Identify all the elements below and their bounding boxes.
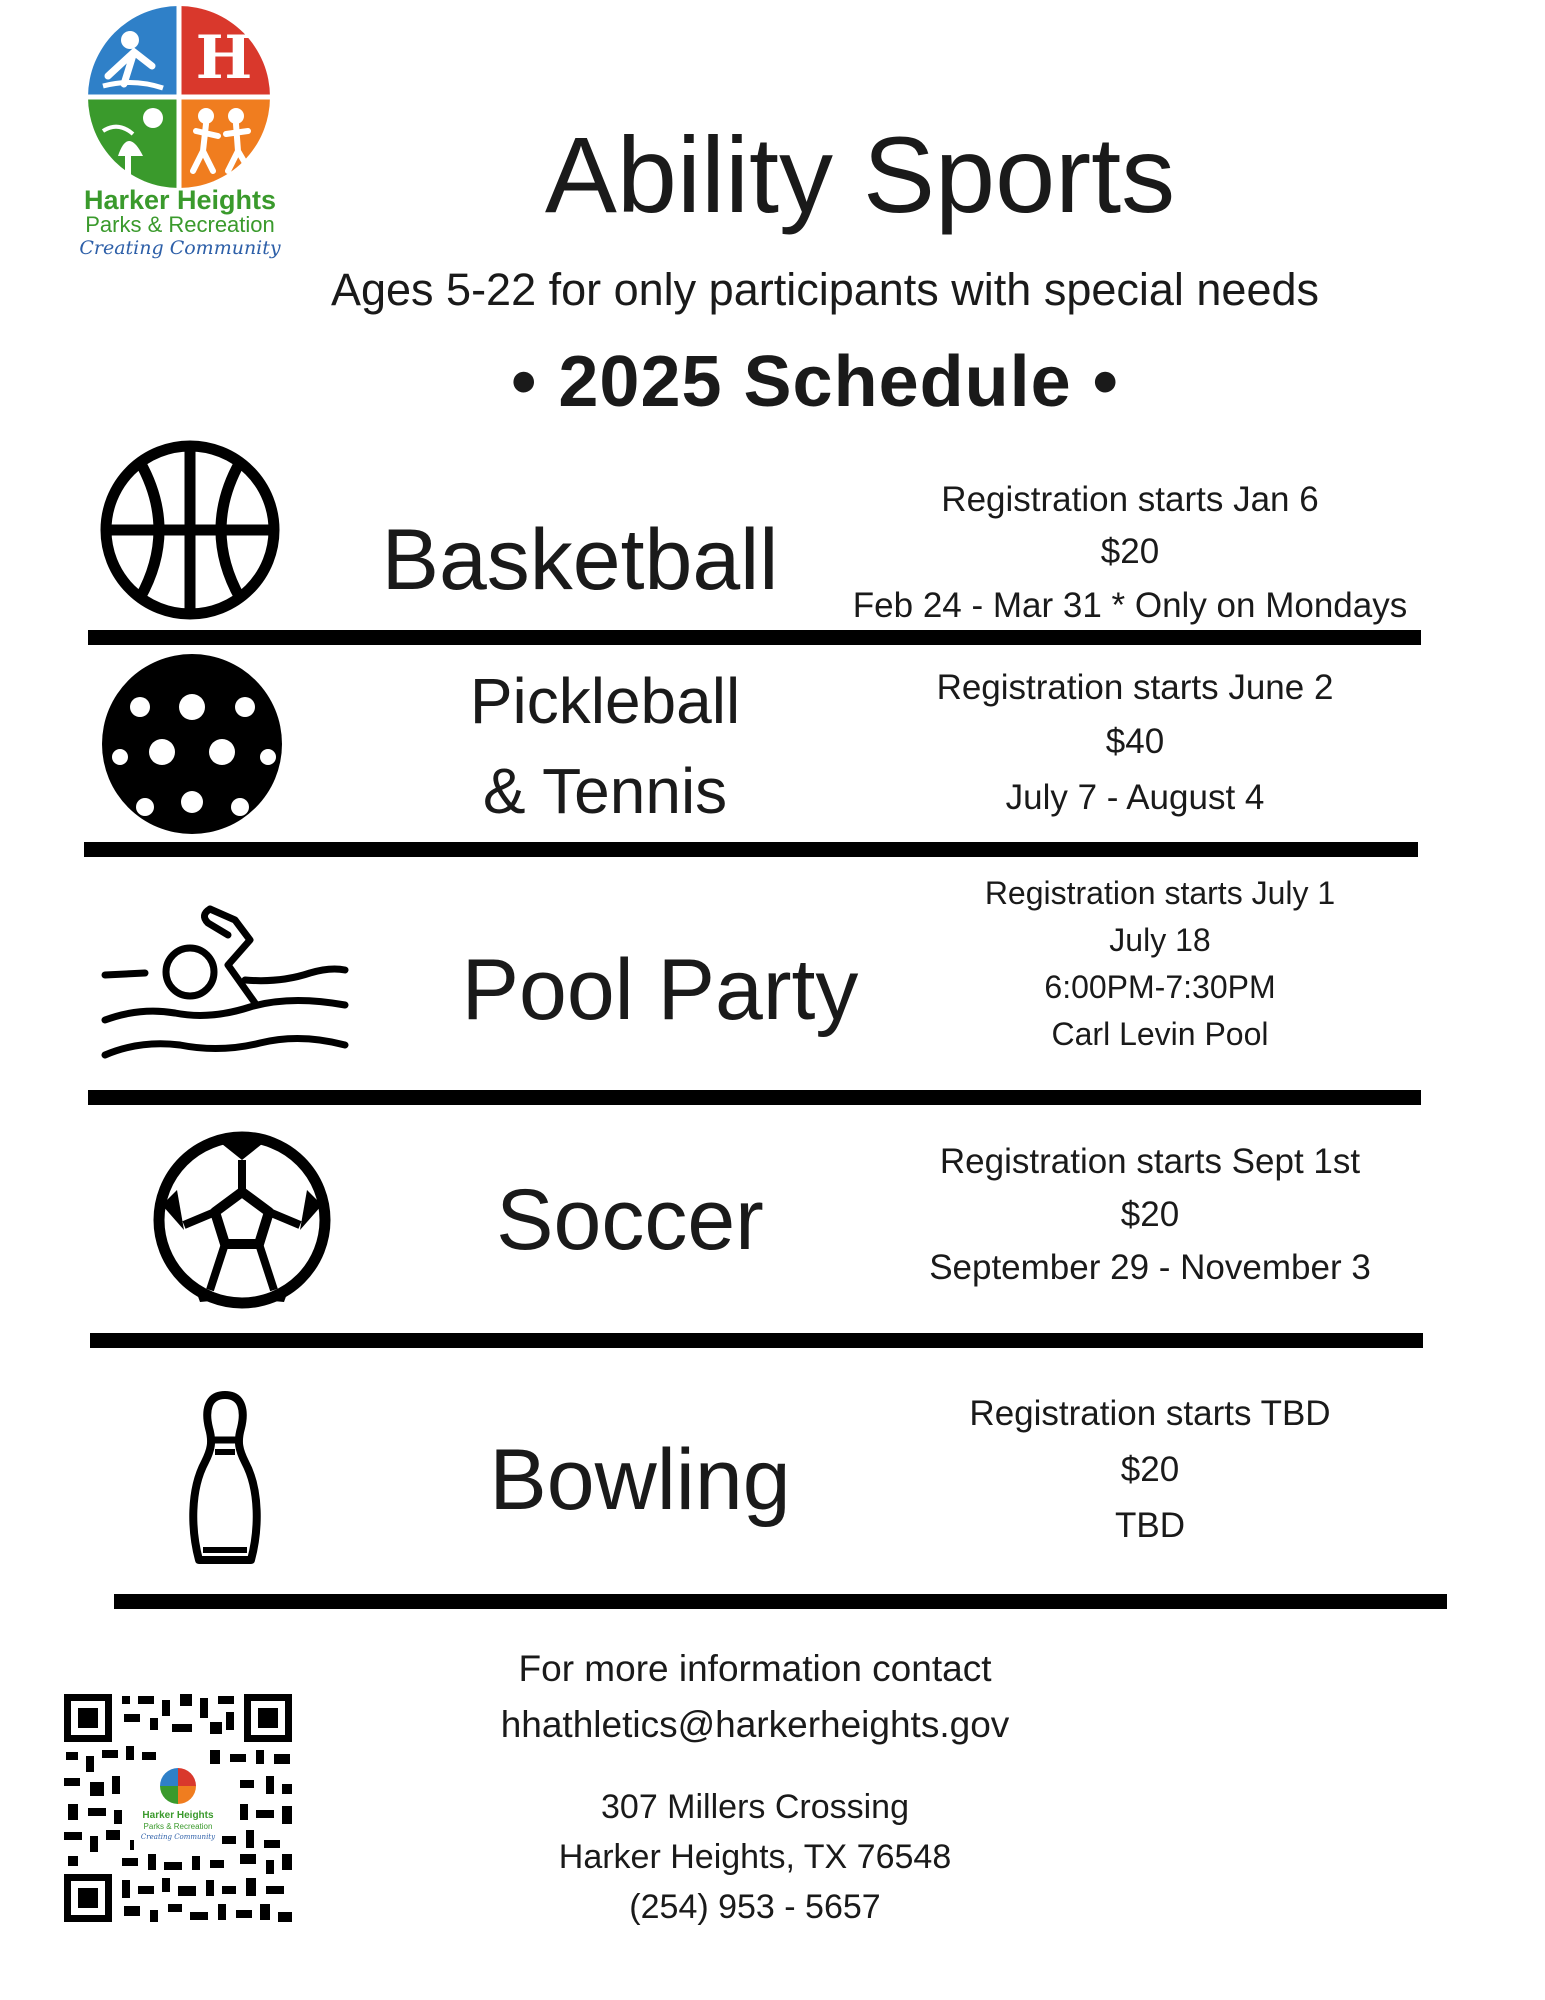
bowling-registration: Registration starts TBD [969, 1394, 1331, 1433]
bowling-dates: TBD [1115, 1506, 1185, 1545]
pickleball-dates: July 7 - August 4 [1005, 778, 1265, 817]
divider [88, 630, 1421, 645]
soccer-price: $20 [1120, 1195, 1180, 1234]
page-subtitle: Ages 5-22 for only participants with special needs [330, 264, 1320, 315]
logo-subtitle: Parks & Recreation [85, 212, 275, 237]
pool-location: Carl Levin Pool [1051, 1016, 1269, 1052]
pickleball-registration: Registration starts June 2 [936, 668, 1334, 707]
pool-registration: Registration starts July 1 [984, 875, 1336, 911]
basketball-icon [100, 440, 280, 620]
page-title: Ability Sports [544, 114, 1176, 235]
sport-name-basketball: Basketball [381, 512, 779, 608]
qr-code[interactable] [60, 1690, 296, 1926]
pickleball-icon [100, 652, 284, 836]
qr-logo-tagline: Creating Community [140, 1833, 216, 1841]
svg-text:H: H [195, 23, 253, 93]
basketball-registration: Registration starts Jan 6 [941, 480, 1319, 519]
address-line2: Harker Heights, TX 76548 [558, 1838, 952, 1876]
sport-name-pickleball: Pickleball [469, 665, 741, 737]
organization-logo [60, 6, 300, 266]
qr-logo-subtitle: Parks & Recreation [143, 1822, 213, 1831]
basketball-price: $20 [1100, 532, 1160, 571]
sport-name-soccer: Soccer [496, 1172, 764, 1268]
logo-name: Harker Heights [83, 185, 277, 215]
sport-name-pool-party: Pool Party [461, 942, 859, 1038]
divider [114, 1594, 1447, 1609]
soccer-registration: Registration starts Sept 1st [939, 1142, 1361, 1181]
pool-date: July 18 [1109, 922, 1211, 958]
parks-logo-icon [88, 6, 270, 188]
pickleball-price: $40 [1105, 722, 1165, 761]
contact-label: For more information contact [518, 1648, 992, 1689]
contact-phone: (254) 953 - 5657 [629, 1888, 881, 1926]
divider [90, 1333, 1423, 1348]
sport-name-bowling: Bowling [489, 1432, 791, 1528]
qr-code-icon [60, 1690, 296, 1926]
schedule-heading: • 2025 Schedule • [511, 342, 1119, 422]
sport-name-tennis: & Tennis [482, 755, 728, 827]
divider [88, 1090, 1421, 1105]
contact-email[interactable]: hhathletics@harkerheights.gov [500, 1704, 1010, 1745]
address-line1: 307 Millers Crossing [601, 1788, 909, 1826]
soccer-dates: September 29 - November 3 [929, 1248, 1371, 1287]
bowling-pin-icon [185, 1390, 265, 1570]
qr-logo-name: Harker Heights [142, 1810, 214, 1821]
divider [84, 842, 1418, 857]
swimmer-icon [100, 895, 350, 1070]
logo-tagline: Creating Community [79, 237, 281, 259]
bowling-price: $20 [1120, 1450, 1180, 1489]
pool-time: 6:00PM-7:30PM [1044, 969, 1276, 1005]
soccer-ball-icon [152, 1130, 332, 1310]
basketball-dates: Feb 24 - Mar 31 * Only on Mondays [852, 586, 1408, 625]
